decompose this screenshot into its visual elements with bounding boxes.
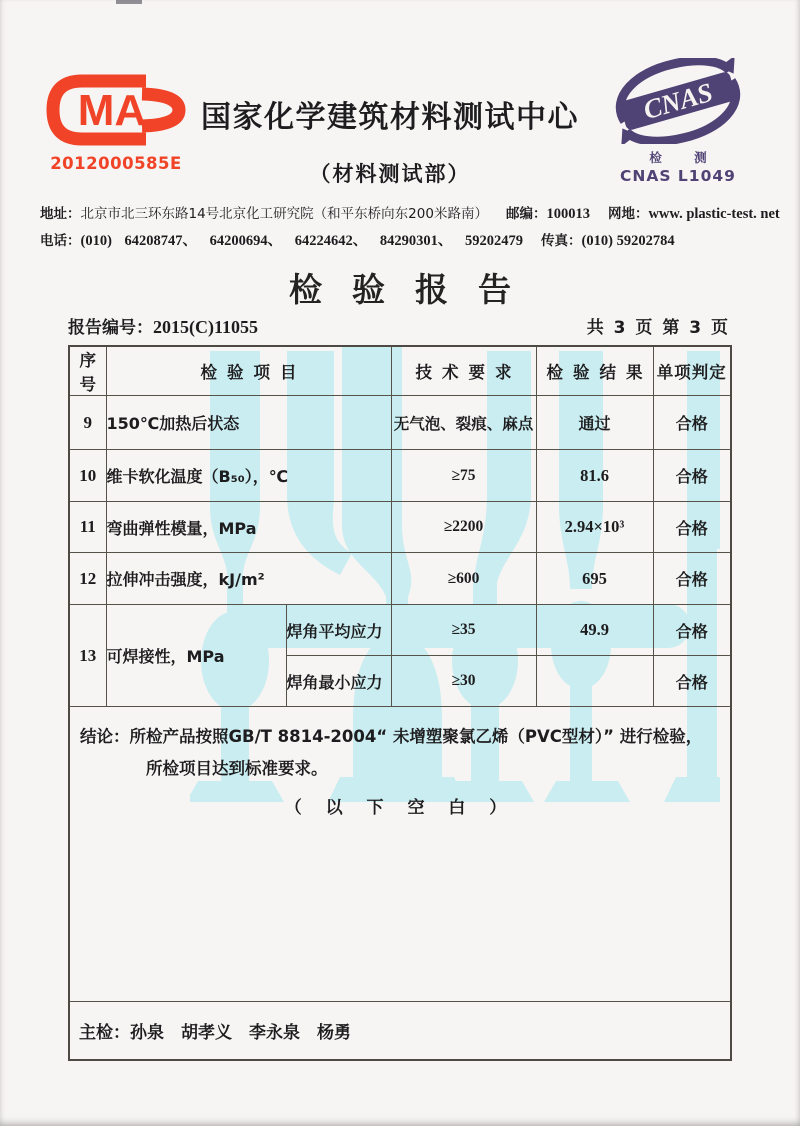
cell-req: 无气泡、裂痕、麻点 [391, 396, 536, 450]
cell-result: 2.94×10³ [536, 502, 653, 553]
examiner-row [69, 1002, 731, 1060]
table-row [69, 450, 731, 502]
cell-verdict: 合格 [653, 656, 731, 707]
cell-item: 弯曲弹性模量，MPa [106, 502, 391, 553]
org-header [188, 92, 592, 188]
cell-sub-item: 焊角最小应力 [286, 656, 391, 707]
cell-item: 150℃加热后状态 [106, 396, 391, 450]
cell-result: 695 [536, 553, 653, 605]
report-number-value: 2015(C)11055 [153, 317, 258, 337]
cma-mark-icon [42, 72, 190, 148]
cell-verdict: 合格 [653, 502, 731, 553]
svg-text:MA: MA [77, 86, 147, 135]
cnas-logo [598, 58, 758, 185]
table-row [69, 502, 731, 553]
fax-label: 传真： [541, 233, 582, 249]
table-row [69, 605, 731, 656]
cell-verdict: 合格 [653, 605, 731, 656]
cell-no: 12 [69, 553, 106, 605]
results-table-wrap [68, 345, 730, 1061]
scan-artifact [116, 0, 142, 4]
contact-address-line [40, 201, 780, 228]
table-header-row [69, 346, 731, 396]
cell-result: 49.9 [536, 605, 653, 656]
table-row [69, 553, 731, 605]
zip-value: 100013 [546, 206, 590, 222]
report-number-row [68, 313, 730, 338]
report-number [68, 313, 258, 338]
web-value: www. plastic-test. net [648, 206, 780, 222]
cell-no: 9 [69, 396, 106, 450]
examiner-label: 主检： [79, 1022, 130, 1043]
conclusion-text: 所检产品按照GB/T 8814-2004“ 未增塑聚氯乙烯（PVC型材）” 进行检验， [129, 727, 703, 746]
cell-item: 维卡软化温度（B₅₀），℃ [106, 450, 391, 502]
conclusion-cell [69, 707, 731, 1002]
cma-logo [42, 72, 190, 173]
pagination: 共 3 页 第 3 页 [586, 318, 730, 338]
cnas-cert-type: 检 测 [649, 150, 721, 165]
cell-sub-item: 焊角平均应力 [286, 605, 391, 656]
blank-below-note: （ 以 下 空 白 ） [284, 798, 516, 818]
cell-item: 拉伸冲击强度，kJ/m² [106, 553, 391, 605]
cell-req: ≥600 [391, 553, 536, 605]
conclusion-label: 结论： [80, 727, 130, 746]
report-title: 检验报告 [289, 273, 541, 309]
cell-req: ≥35 [391, 605, 536, 656]
results-table [68, 345, 732, 1061]
cell-item: 可焊接性，MPa [106, 605, 286, 707]
examiner-cell [69, 1002, 731, 1060]
fax-value: (010) 59202784 [581, 233, 675, 249]
conclusion-row [69, 707, 731, 1002]
table-row [69, 396, 731, 450]
conclusion-line1 [80, 721, 722, 753]
cell-req: ≥30 [391, 656, 536, 707]
cell-result [536, 656, 653, 707]
cell-no: 10 [69, 450, 106, 502]
cma-certificate-number: 2012000585E [50, 154, 182, 173]
cell-req: ≥75 [391, 450, 536, 502]
cell-verdict: 合格 [653, 396, 731, 450]
cell-verdict: 合格 [653, 553, 731, 605]
cell-verdict: 合格 [653, 450, 731, 502]
conclusion-line2: 所检项目达到标准要求。 [146, 759, 328, 778]
cnas-ellipse-icon [599, 58, 757, 144]
report-number-label: 报告编号： [68, 318, 153, 338]
cell-req: ≥2200 [391, 502, 536, 553]
col-header-result: 检验结果 [536, 346, 653, 396]
examiner-names: 孙泉 胡孝义 李永泉 杨勇 [130, 1022, 351, 1043]
contact-phone-line [40, 228, 766, 255]
zip-label: 邮编： [505, 206, 547, 222]
col-header-no: 序号 [69, 346, 106, 396]
org-name: 国家化学建筑材料测试中心 [201, 100, 579, 135]
phone-label: 电话： [40, 233, 81, 249]
web-label: 网地： [607, 206, 649, 222]
cell-no: 13 [69, 605, 106, 707]
cell-result: 81.6 [536, 450, 653, 502]
examiner-line [70, 1018, 730, 1043]
col-header-req: 技术要求 [391, 346, 536, 396]
phone-value: (010) 64208747、 64200694、 64224642、 84290301、 59202479 [80, 233, 524, 249]
col-header-item: 检验项目 [106, 346, 391, 396]
svg-text:CNAS: CNAS [639, 76, 717, 126]
cell-result: 通过 [536, 396, 653, 450]
address-label: 地址： [40, 206, 81, 222]
address-value: 北京市北三环东路14号北京化工研究院（和平东桥向东200米路南） [80, 206, 488, 222]
org-department: （材料测试部） [309, 162, 471, 186]
col-header-verdict: 单项判定 [653, 346, 731, 396]
contact-block [40, 201, 780, 255]
cell-no: 11 [69, 502, 106, 553]
cnas-cert-number: CNAS L1049 [620, 167, 736, 185]
